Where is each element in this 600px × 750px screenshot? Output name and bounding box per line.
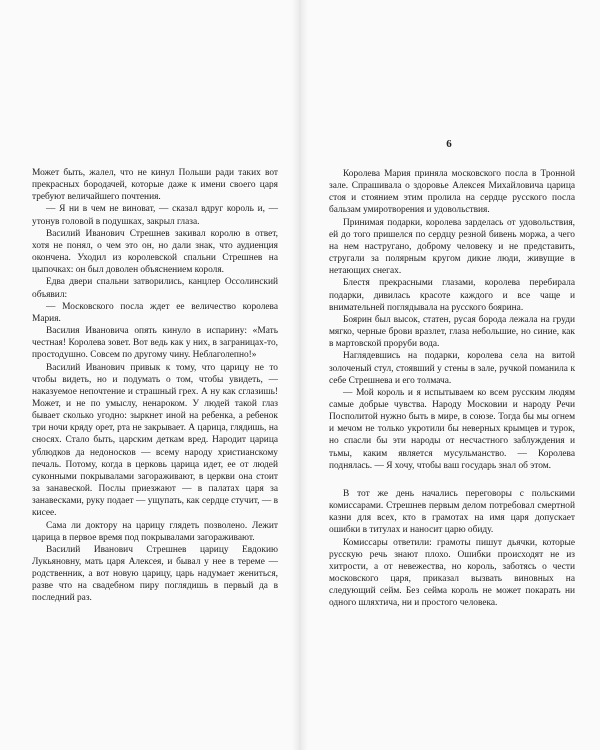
- paragraph: — Московского посла ждет ее величество королева Мария.: [32, 301, 278, 324]
- paragraph: Василия Ивановича опять кинуло в испарину: «Мать честная! Королева зовет. Вот ведь как у них, в заграницах-то, простодушно. Совсем по другому чину. Неблаголепно!»: [32, 326, 278, 361]
- paragraph: Едва двери спальни затворились, канцлер Оссолинский объявил:: [32, 277, 278, 300]
- paragraph: Василий Иванович Стрешнев царицу Евдокию Лукьяновну, мать царя Алексея, и бывал у нее в тереме — родственник, а вот новую царицу, царь надумает жениться, разве что на свадебном пиру поглядишь в первый да в последний раз.: [32, 544, 278, 604]
- page-gutter: [292, 0, 308, 750]
- paragraph: В тот же день начались переговоры с польскими комиссарами. Стрешнев первым делом потребовал смертной казни для всех, кто в грамотах на имя царя допускает ошибки в титулах и наносит царю обиду.: [329, 488, 575, 536]
- paragraph: Сама ли доктору на царицу глядеть позволено. Лежит царица в первое время под покрывалами загораживают.: [32, 520, 278, 543]
- chapter-number: 6: [446, 138, 452, 150]
- paragraph: Боярин был высок, статен, русая борода лежала на груди мягко, черные брови вразлет, глаза небольшие, но синие, как в мартовской проруби вода.: [329, 314, 575, 350]
- paragraph: Блестя прекрасными глазами, королева перебирала подарки, дивилась красоте каждого и все чаще и внимательней поглядывала на русского боярина.: [329, 278, 575, 313]
- paragraph: Комиссары ответили: грамоты пишут дьячки, которые русскую речь знают плохо. Ошибки происходят не из хитрости, а от невежества, но король, заботясь о чести московского царя, приказал вызвать виновных на следующий сейм. Без сейма король не может покарать ни одного шляхтича, ни и простого человека.: [329, 537, 575, 609]
- paragraph: Наглядевшись на подарки, королева села на витой золоченый стул, стоявший у стены в зале, ручкой поманила к себе Стрешнева и его толмача.: [329, 351, 575, 386]
- paragraph: Принимая подарки, королева зарделась от удовольствия, ей до того пришелся по сердцу резной бивень моржа, а чего на нем настругано, доброму человеку и не представить, стругали за полярным кругом дикие люди, живущие в нетающих снегах.: [329, 217, 575, 277]
- paragraph: Василий Иванович Стрешнев закивал королю в ответ, хотя не понял, о чем это он, но дали знак, что аудиенция окончена. Уходил из королевской спальни Стрешнев на цыпочках: он был доволен объяснением короля.: [32, 228, 278, 276]
- paragraph: — Я ни в чем не виноват, — сказал вдруг король и, — утонув головой в подушках, закрыл глаза.: [32, 204, 278, 227]
- paragraph: Может быть, жалел, что не кинул Польши ради таких вот прекрасных бородачей, которые даже к имени своего царя требуют величайшего почтения.: [32, 168, 278, 203]
- paragraph: Королева Мария приняла московского посла в Тронной зале. Спрашивала о здоровье Алексея Михайловича царица стоя и стоянием этим пролила на сердце русского посла бальзам умиротворения и удовольствия.: [329, 169, 575, 216]
- right-page-text: [329, 168, 575, 609]
- left-page-text: [32, 167, 278, 605]
- paragraph: — Мой король и я испытываем ко всем русским людям самые добрые чувства. Народу Московии и народу Речи Посполитой нужно быть в мире, в союзе. Тогда бы мы огнем и мечом не только укротили бы неверных крымцев и турок, но спасли бы эти народы от несчастного заблуждения и тьмы, каким является мусульманство. — Королева поднялась. — Я хочу, чтобы ваш государь знал об этом.: [329, 387, 575, 471]
- paragraph: Василий Иванович привык к тому, что царицу не то чтобы видеть, но и подумать о том, чтобы увидеть, — наказуемое непочтение и страшный грех. А ну как сглазишь! Может, и не по умыслу, ненароком. У людей такой глаз бывает сколько угодно: зыркнет иной на ребенка, а ребенок три ночи кряду орет, рта не закрывает. А царица, глядишь, на сносях. Стало быть, царским деткам вред. Народит царица ублюдков да недоносков — всему народу христианскому печаль. Потому, когда в церковь царица идет, ее от людей суконными покрывалами загораживают, в церкви она стоит за занавеской. Послы приезжают — в палатах царя за занавесками, руку подает — ущупать, как сердце стучит, — в кисее.: [32, 362, 278, 519]
